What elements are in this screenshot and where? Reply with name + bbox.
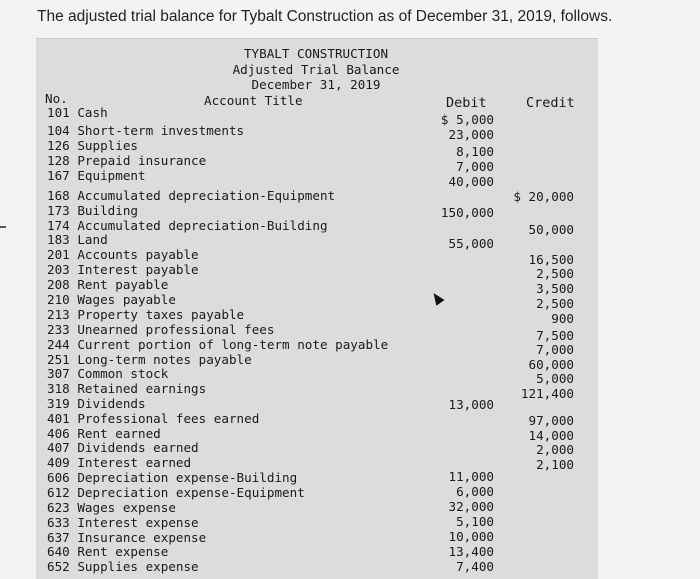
debit-cell: 13,000 xyxy=(448,397,494,412)
company-name: TYBALT CONSTRUCTION xyxy=(243,46,389,61)
debit-cell: 10,000 xyxy=(448,529,494,544)
account-title-cell: 640 Rent expense xyxy=(47,544,169,559)
account-title-cell: 126 Supplies xyxy=(47,138,138,153)
credit-cell: 2,000 xyxy=(536,442,574,457)
account-title-cell: 203 Interest payable xyxy=(47,262,199,277)
debit-cell: 7,400 xyxy=(456,559,494,574)
debit-cell: 32,000 xyxy=(448,499,494,514)
account-title-cell: 612 Depreciation expense-Equipment xyxy=(47,485,305,500)
account-title-cell: 213 Property taxes payable xyxy=(47,307,245,322)
credit-cell: 5,000 xyxy=(536,371,574,386)
credit-cell: $ 20,000 xyxy=(513,189,574,204)
credit-cell: 16,500 xyxy=(528,252,574,267)
account-title-cell: 101 Cash xyxy=(47,105,108,120)
account-title-header: Account Title xyxy=(204,93,303,108)
account-title-cell: 173 Building xyxy=(47,203,138,218)
account-title-cell: 406 Rent earned xyxy=(47,426,161,441)
account-title-cell: 128 Prepaid insurance xyxy=(47,153,207,168)
credit-cell: 14,000 xyxy=(528,428,574,443)
credit-cell: 121,400 xyxy=(520,386,574,401)
account-title-cell: 652 Supplies expense xyxy=(47,559,199,574)
credit-cell: 7,000 xyxy=(536,342,574,357)
account-title-cell: 183 Land xyxy=(47,232,108,247)
debit-cell: 40,000 xyxy=(448,174,494,189)
debit-cell: 23,000 xyxy=(448,127,494,142)
number-column-header: No. xyxy=(45,91,68,106)
account-title-cell: 409 Interest earned xyxy=(47,455,192,470)
credit-cell: 50,000 xyxy=(528,222,574,237)
account-title-cell: 318 Retained earnings xyxy=(47,381,207,396)
debit-cell: 8,100 xyxy=(456,144,494,159)
debit-cell: 7,000 xyxy=(456,159,494,174)
credit-cell: 2,500 xyxy=(536,296,574,311)
problem-heading: The adjusted trial balance for Tybalt Construction as of December 31, 2019, follows. xyxy=(37,8,613,25)
account-title-cell: 201 Accounts payable xyxy=(47,247,199,262)
debit-cell: 150,000 xyxy=(440,205,494,220)
debit-cell: 6,000 xyxy=(456,484,494,499)
credit-cell: 60,000 xyxy=(528,357,574,372)
account-title-cell: 637 Insurance expense xyxy=(47,530,207,545)
account-title-cell: 251 Long-term notes payable xyxy=(47,352,252,367)
credit-cell: 2,500 xyxy=(536,266,574,281)
credit-cell: 7,500 xyxy=(536,328,574,343)
account-title-cell: 606 Depreciation expense-Building xyxy=(47,470,298,485)
account-title-cell: 174 Accumulated depreciation-Building xyxy=(47,218,328,233)
credit-cell: 97,000 xyxy=(528,413,574,428)
credit-header: Credit xyxy=(526,95,575,111)
debit-cell: 11,000 xyxy=(448,469,494,484)
edge-mark xyxy=(0,226,6,244)
account-title-cell: 401 Professional fees earned xyxy=(47,411,260,426)
credit-cell: 3,500 xyxy=(536,281,574,296)
debit-header: Debit xyxy=(446,95,487,111)
account-title-cell: 208 Rent payable xyxy=(47,277,169,292)
account-title-cell: 307 Common stock xyxy=(47,366,169,381)
debit-cell: 5,100 xyxy=(456,514,494,529)
account-title-cell: 319 Dividends xyxy=(47,396,146,411)
statement-title: Adjusted Trial Balance xyxy=(232,62,400,77)
account-title-cell: 244 Current portion of long-term note payable xyxy=(47,337,389,352)
account-title-cell: 168 Accumulated depreciation-Equipment xyxy=(47,188,336,203)
trial-balance-sheet xyxy=(36,38,598,579)
account-title-cell: 623 Wages expense xyxy=(47,500,176,515)
debit-cell: 55,000 xyxy=(448,236,494,251)
statement-date: December 31, 2019 xyxy=(251,77,381,92)
credit-cell: 2,100 xyxy=(536,457,574,472)
account-title-cell: 104 Short-term investments xyxy=(47,123,245,138)
account-title-cell: 407 Dividends earned xyxy=(47,440,199,455)
account-title-cell: 167 Equipment xyxy=(47,168,146,183)
mouse-cursor-icon xyxy=(429,290,444,306)
account-title-cell: 633 Interest expense xyxy=(47,515,199,530)
account-title-cell: 210 Wages payable xyxy=(47,292,176,307)
debit-cell: $ 5,000 xyxy=(440,112,494,127)
credit-cell: 900 xyxy=(551,311,574,326)
account-title-cell: 233 Unearned professional fees xyxy=(47,322,275,337)
debit-cell: 13,400 xyxy=(448,544,494,559)
